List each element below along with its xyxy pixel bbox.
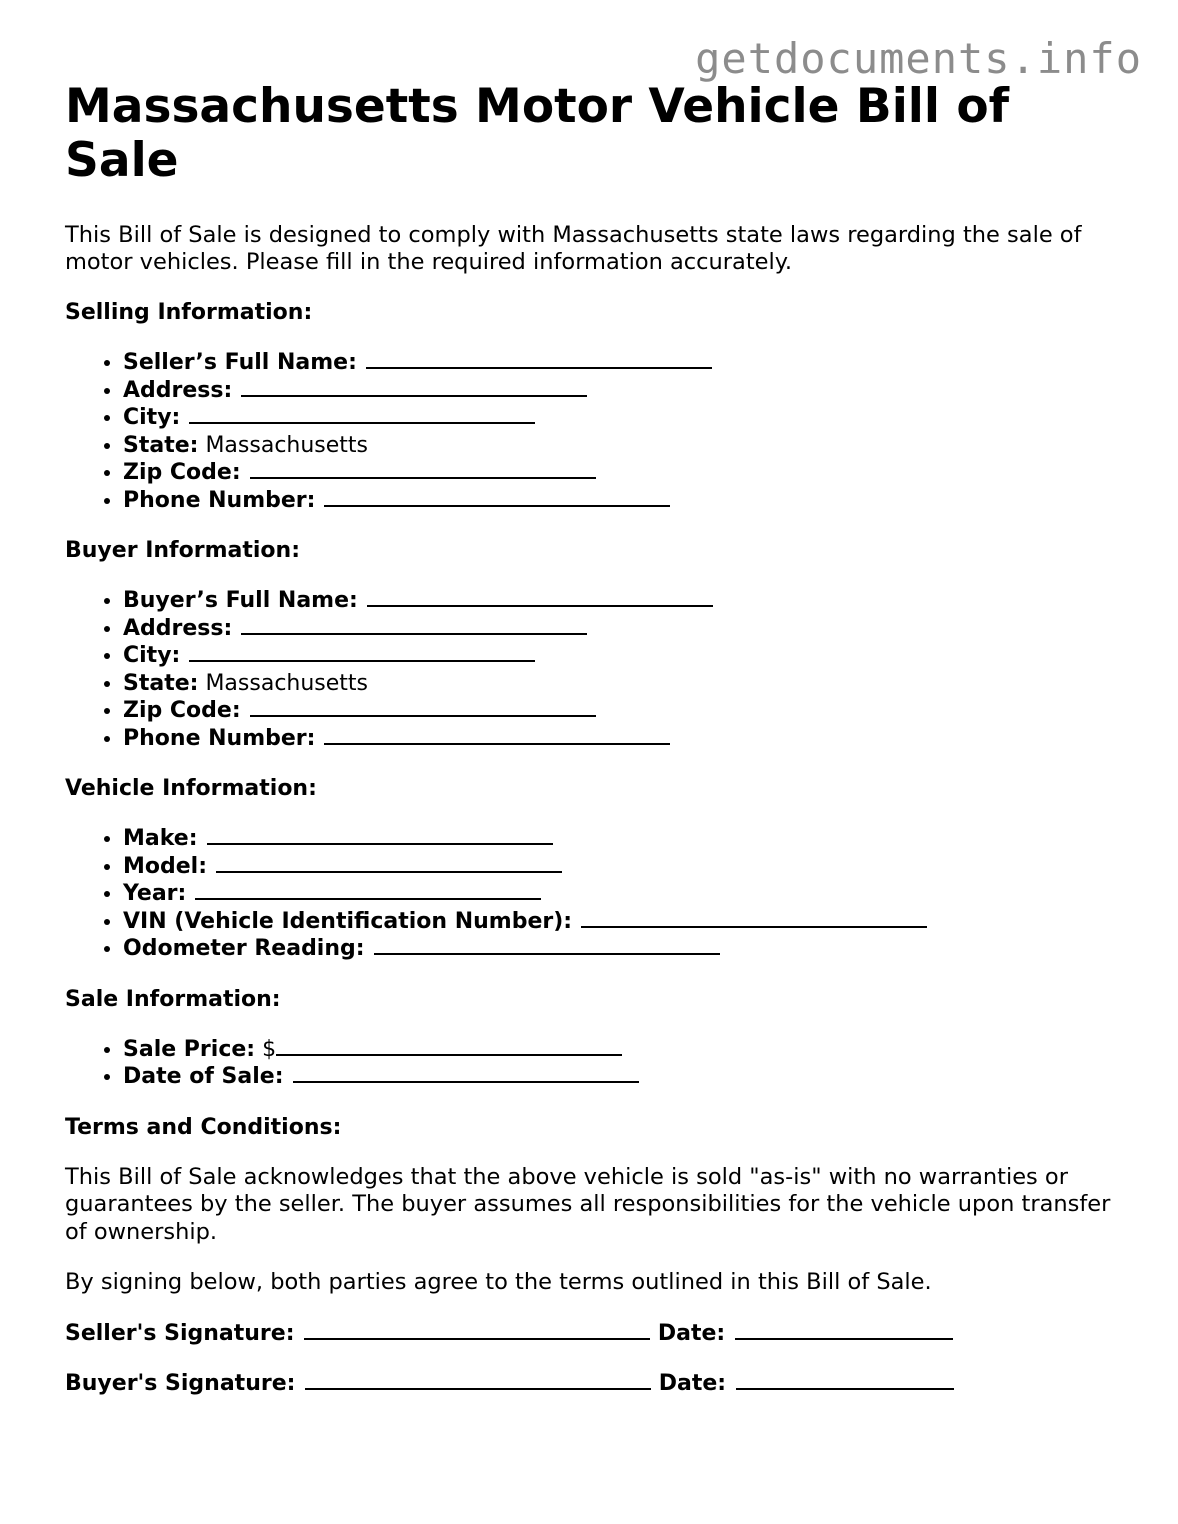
seller-signature-label: Seller's Signature: bbox=[65, 1320, 295, 1346]
vehicle-odometer-field[interactable] bbox=[374, 935, 720, 955]
sale-info-list bbox=[65, 1036, 1125, 1091]
field-label: State: bbox=[123, 670, 199, 696]
selling-info-list bbox=[65, 349, 1125, 514]
seller-name-field[interactable] bbox=[366, 349, 712, 369]
list-item bbox=[123, 825, 1125, 853]
list-item bbox=[123, 349, 1125, 377]
intro-paragraph: This Bill of Sale is designed to comply with Massachusetts state laws regarding the sale of motor vehicles. Please fill in the required information accurately. bbox=[65, 222, 1082, 275]
seller-city-field[interactable] bbox=[189, 404, 535, 424]
field-label: Seller’s Full Name: bbox=[123, 350, 357, 375]
sale-date-field[interactable] bbox=[293, 1063, 639, 1083]
list-item bbox=[123, 377, 1125, 405]
buyer-date-label: Date: bbox=[658, 1371, 727, 1396]
vehicle-info-list bbox=[65, 825, 1125, 963]
list-item bbox=[123, 404, 1125, 432]
terms-heading: Terms and Conditions: bbox=[65, 1114, 342, 1140]
field-label: Model: bbox=[123, 853, 208, 879]
list-item bbox=[123, 880, 1125, 908]
seller-address-field[interactable] bbox=[241, 377, 587, 397]
field-label: Zip Code: bbox=[123, 460, 241, 485]
field-label: Year: bbox=[123, 881, 187, 906]
seller-phone-field[interactable] bbox=[324, 487, 670, 507]
buyer-phone-field[interactable] bbox=[324, 725, 670, 745]
field-label: City: bbox=[123, 643, 181, 668]
field-label: VIN (Vehicle Identification Number): bbox=[123, 908, 573, 934]
buyer-zip-field[interactable] bbox=[250, 697, 596, 717]
field-label: Sale Price: bbox=[123, 1036, 256, 1062]
list-item bbox=[123, 853, 1125, 881]
document-page bbox=[65, 80, 1125, 1398]
page-title: Massachusetts Motor Vehicle Bill of Sale bbox=[65, 79, 1010, 188]
list-item bbox=[123, 432, 1125, 460]
selling-info-heading: Selling Information: bbox=[65, 300, 313, 325]
vehicle-info-heading: Vehicle Information: bbox=[65, 776, 317, 801]
seller-zip-field[interactable] bbox=[250, 459, 596, 479]
field-label: Make: bbox=[123, 826, 198, 851]
seller-signature-line bbox=[65, 1320, 1125, 1348]
vehicle-year-field[interactable] bbox=[195, 880, 541, 900]
buyer-state-value: Massachusetts bbox=[205, 670, 369, 696]
sale-price-field[interactable] bbox=[276, 1036, 622, 1056]
currency-symbol: $ bbox=[262, 1036, 277, 1062]
sale-info-heading: Sale Information: bbox=[65, 986, 281, 1012]
field-label: State: bbox=[123, 432, 199, 458]
list-item bbox=[123, 670, 1125, 698]
seller-date-label: Date: bbox=[657, 1320, 726, 1346]
seller-signature-field[interactable] bbox=[304, 1320, 650, 1340]
field-label: Date of Sale: bbox=[123, 1064, 284, 1089]
list-item bbox=[123, 935, 1125, 963]
list-item bbox=[123, 1036, 1125, 1064]
list-item bbox=[123, 487, 1125, 515]
list-item bbox=[123, 908, 1125, 936]
buyer-signature-line bbox=[65, 1370, 1125, 1398]
buyer-signature-label: Buyer's Signature: bbox=[65, 1371, 296, 1396]
vehicle-model-field[interactable] bbox=[216, 853, 562, 873]
list-item bbox=[123, 697, 1125, 725]
agreement-paragraph: By signing below, both parties agree to the terms outlined in this Bill of Sale. bbox=[65, 1269, 932, 1295]
vehicle-vin-field[interactable] bbox=[581, 908, 927, 928]
field-label: City: bbox=[123, 405, 181, 430]
field-label: Phone Number: bbox=[123, 725, 316, 751]
list-item bbox=[123, 1063, 1125, 1091]
buyer-signature-field[interactable] bbox=[305, 1370, 651, 1390]
list-item bbox=[123, 587, 1125, 615]
field-label: Zip Code: bbox=[123, 698, 241, 723]
field-label: Buyer’s Full Name: bbox=[123, 588, 358, 613]
list-item bbox=[123, 459, 1125, 487]
buyer-address-field[interactable] bbox=[241, 615, 587, 635]
field-label: Address: bbox=[123, 377, 233, 403]
field-label: Phone Number: bbox=[123, 487, 316, 513]
buyer-name-field[interactable] bbox=[367, 587, 713, 607]
list-item bbox=[123, 615, 1125, 643]
seller-state-value: Massachusetts bbox=[205, 432, 369, 458]
list-item bbox=[123, 725, 1125, 753]
seller-date-field[interactable] bbox=[735, 1320, 953, 1340]
buyer-date-field[interactable] bbox=[736, 1370, 954, 1390]
list-item bbox=[123, 642, 1125, 670]
buyer-city-field[interactable] bbox=[189, 642, 535, 662]
watermark: getdocuments.info bbox=[695, 34, 1142, 83]
buyer-info-heading: Buyer Information: bbox=[65, 538, 300, 563]
field-label: Address: bbox=[123, 615, 233, 641]
buyer-info-list bbox=[65, 587, 1125, 752]
field-label: Odometer Reading: bbox=[123, 936, 365, 961]
terms-paragraph: This Bill of Sale acknowledges that the above vehicle is sold "as-is" with no warranties or guarantees by the seller. The buyer assumes all responsibilities for the vehicle upon transfer of ownership. bbox=[65, 1163, 1111, 1245]
vehicle-make-field[interactable] bbox=[207, 825, 553, 845]
